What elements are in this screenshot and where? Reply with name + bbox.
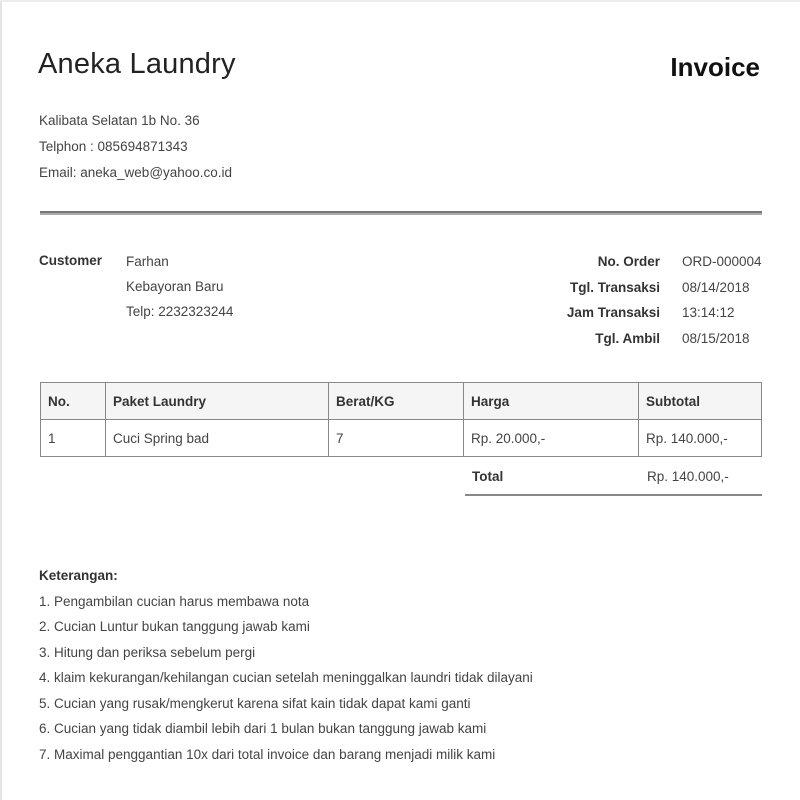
note-item: 1. Pengambilan cucian harus membawa nota — [39, 593, 310, 609]
cell-berat: 7 — [329, 420, 464, 457]
total-value: Rp. 140.000,- — [647, 469, 729, 484]
header-harga: Harga — [464, 383, 639, 420]
cell-subtotal: Rp. 140.000,- — [639, 420, 762, 457]
order-number-row — [520, 249, 762, 275]
company-phone: Telphon : 085694871343 — [39, 139, 188, 154]
transaction-date-row — [520, 275, 762, 301]
header-paket-laundry: Paket Laundry — [106, 383, 329, 420]
total-row — [465, 458, 762, 496]
customer-address: Kebayoran Baru — [126, 279, 224, 294]
note-item: 4. klaim kekurangan/kehilangan cucian setelah meninggalkan laundri tidak dilayani — [39, 670, 533, 685]
customer-label: Customer — [39, 253, 103, 268]
company-address: Kalibata Selatan 1b No. 36 — [39, 113, 200, 128]
pickup-date-value: 08/15/2018 — [682, 330, 750, 346]
order-number-value: ORD-000004 — [682, 254, 762, 269]
note-item: 6. Cucian yang tidak diambil lebih dari 1 bulan bukan tanggung jawab kami — [39, 721, 487, 736]
customer-phone: Telp: 2232323244 — [126, 304, 234, 319]
items-table — [40, 382, 762, 457]
note-item: 5. Cucian yang rusak/mengkerut karena sifat kain tidak dapat kami ganti — [39, 695, 471, 711]
company-name: Aneka Laundry — [38, 48, 236, 80]
note-item: 7. Maximal penggantian 10x dari total invoice dan barang menjadi milik kami — [39, 746, 496, 762]
transaction-time-label: Jam Transaksi — [566, 305, 660, 320]
transaction-time-row — [520, 300, 762, 326]
note-item: 3. Hitung dan periksa sebelum pergi — [39, 644, 256, 660]
transaction-date-value: 08/14/2018 — [682, 279, 750, 295]
company-email: Email: aneka_web@yahoo.co.id — [39, 165, 233, 180]
table-header-row — [41, 383, 762, 420]
page-border-top — [0, 0, 800, 2]
order-number-label: No. Order — [597, 254, 660, 269]
page-border-left — [0, 0, 2, 800]
transaction-date-label: Tgl. Transaksi — [569, 279, 660, 295]
pickup-date-label: Tgl. Ambil — [595, 330, 660, 346]
header-berat: Berat/KG — [329, 383, 464, 420]
table-row — [41, 420, 762, 457]
header-divider — [40, 211, 762, 215]
header-subtotal: Subtotal — [639, 383, 762, 420]
company-info — [39, 108, 232, 186]
pickup-date-row — [520, 326, 762, 352]
total-label: Total — [472, 469, 504, 484]
cell-harga: Rp. 20.000,- — [464, 420, 639, 457]
order-info — [520, 249, 762, 351]
notes-section — [39, 563, 533, 767]
notes-title: Keterangan: — [39, 568, 118, 583]
cell-no: 1 — [41, 420, 106, 457]
invoice-title: Invoice — [670, 52, 760, 82]
cell-paket-laundry: Cuci Spring bad — [106, 420, 329, 457]
customer-name: Farhan — [126, 254, 169, 269]
transaction-time-value: 13:14:12 — [682, 305, 735, 320]
note-item: 2. Cucian Luntur bukan tanggung jawab kami — [39, 619, 310, 634]
customer-info — [126, 249, 233, 324]
header-no: No. — [41, 383, 106, 420]
